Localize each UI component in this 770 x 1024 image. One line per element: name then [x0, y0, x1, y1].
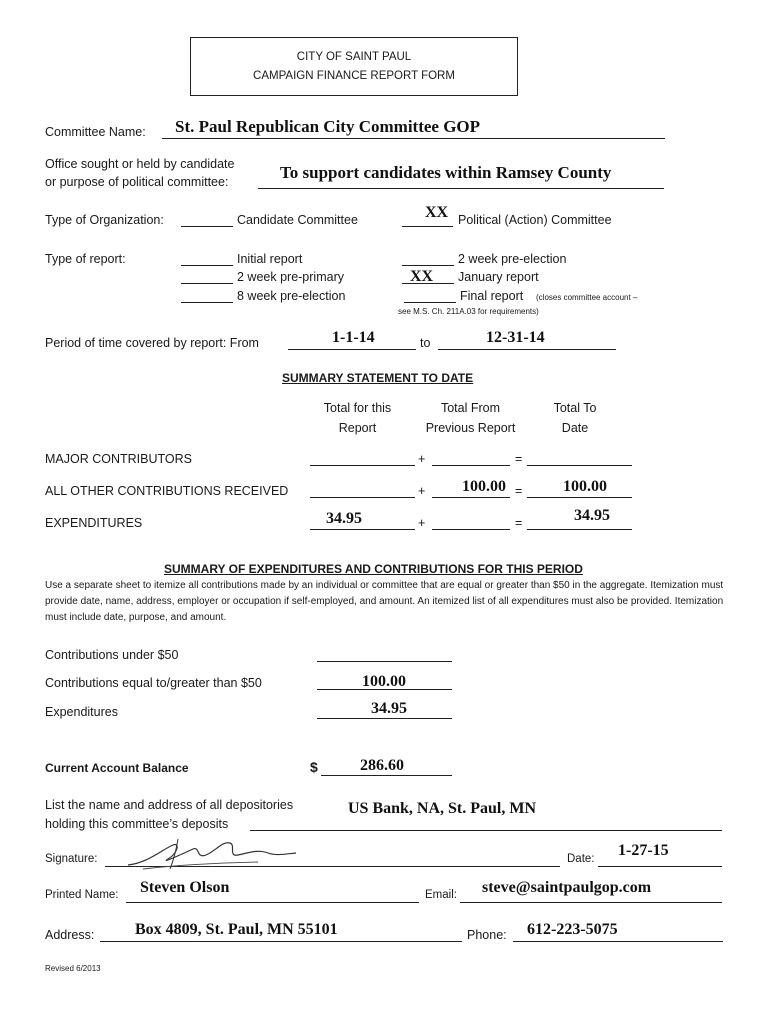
period-to-value[interactable]: 12-31-14: [486, 329, 545, 346]
row-expenditures-previous-line[interactable]: [432, 529, 510, 530]
initial-report-blank[interactable]: [181, 265, 233, 266]
depositories-line: [250, 830, 722, 831]
initial-report-label: Initial report: [237, 252, 303, 266]
printed-name-label: Printed Name:: [45, 889, 119, 901]
contributions-over-value[interactable]: 100.00: [362, 673, 406, 690]
balance-value[interactable]: 286.60: [360, 757, 404, 774]
row-major-total-line[interactable]: [527, 465, 632, 466]
col-report-header1: Total for this: [323, 401, 392, 415]
col-total-header2: Date: [561, 421, 589, 435]
period-to-line: [438, 349, 616, 350]
final-report-label: Final report: [460, 289, 524, 303]
committee-name-line: [162, 138, 665, 139]
form-title-line1: CITY OF SAINT PAUL: [296, 50, 412, 63]
row-major-report-line[interactable]: [310, 465, 415, 466]
date-label: Date:: [567, 853, 595, 865]
report-type-label: Type of report:: [45, 252, 126, 266]
row-other-plus: +: [418, 484, 426, 498]
pre-election-8-label: 8 week pre-election: [237, 289, 346, 303]
revision-note: Revised 6/2013: [45, 964, 101, 973]
depositories-label-line1: List the name and address of all depositories: [45, 798, 294, 812]
candidate-committee-blank[interactable]: [181, 226, 233, 227]
expenditures-line: [317, 718, 452, 719]
col-report-header2: Report: [338, 421, 377, 435]
pre-election-2-blank[interactable]: [402, 265, 454, 266]
row-other-label: ALL OTHER CONTRIBUTIONS RECEIVED: [45, 484, 289, 498]
phone-line: [513, 941, 723, 942]
final-report-note2: see M.S. Ch. 211A.03 for requirements): [398, 307, 539, 316]
january-report-mark[interactable]: XX: [410, 268, 434, 285]
row-other-previous-value[interactable]: 100.00: [462, 478, 506, 495]
row-expenditures-total-line: [527, 529, 632, 530]
january-report-label: January report: [458, 270, 539, 284]
col-previous-header1: Total From: [440, 401, 501, 415]
email-label: Email:: [425, 889, 457, 901]
address-label: Address:: [45, 928, 95, 942]
committee-name-label: Committee Name:: [45, 125, 146, 139]
row-other-equals: =: [515, 484, 523, 498]
political-committee-label: Political (Action) Committee: [458, 213, 612, 227]
phone-value[interactable]: 612-223-5075: [527, 921, 618, 938]
balance-line: [321, 775, 452, 776]
address-line: [100, 941, 462, 942]
signature-scribble-icon: [118, 835, 303, 873]
political-committee-mark[interactable]: XX: [425, 204, 449, 221]
final-report-note1: (closes committee account –: [536, 293, 638, 302]
row-other-report-line[interactable]: [310, 497, 415, 498]
row-major-plus: +: [418, 452, 426, 466]
office-value[interactable]: To support candidates within Ramsey County: [280, 163, 612, 182]
period-to-label: to: [420, 336, 431, 350]
contributions-under-label: Contributions under $50: [45, 648, 179, 662]
organization-label: Type of Organization:: [45, 213, 164, 227]
date-line: [598, 866, 722, 867]
summary-title: SUMMARY STATEMENT TO DATE: [282, 371, 474, 385]
pre-primary-blank[interactable]: [181, 283, 233, 284]
email-value[interactable]: steve@saintpaulgop.com: [482, 879, 652, 896]
balance-currency: $: [310, 759, 318, 775]
date-value[interactable]: 1-27-15: [618, 842, 669, 859]
period-label: Period of time covered by report: From: [45, 336, 259, 350]
expenditures-value[interactable]: 34.95: [371, 700, 407, 717]
row-other-total-value[interactable]: 100.00: [563, 478, 607, 495]
contributions-over-label: Contributions equal to/greater than $50: [45, 676, 262, 690]
period-from-line: [288, 349, 416, 350]
expenditures-label: Expenditures: [45, 705, 118, 719]
row-major-previous-line[interactable]: [432, 465, 510, 466]
pre-election-8-blank[interactable]: [181, 302, 233, 303]
form-title-line2: CAMPAIGN FINANCE REPORT FORM: [253, 69, 455, 82]
row-expenditures-equals: =: [515, 516, 523, 530]
row-expenditures-label: EXPENDITURES: [45, 516, 143, 530]
depositories-label-line2: holding this committee’s deposits: [45, 817, 229, 831]
address-value[interactable]: Box 4809, St. Paul, MN 55101: [135, 921, 338, 938]
printed-name-line: [126, 902, 419, 903]
political-committee-blank[interactable]: [402, 226, 453, 227]
row-major-equals: =: [515, 452, 523, 466]
office-label-line2: or purpose of political committee:: [45, 175, 229, 189]
email-line: [460, 902, 722, 903]
phone-label: Phone:: [467, 928, 507, 942]
signature-label: Signature:: [45, 853, 98, 865]
row-expenditures-report-line: [310, 529, 415, 530]
row-other-total-line: [527, 497, 632, 498]
committee-name-value[interactable]: St. Paul Republican City Committee GOP: [175, 117, 481, 136]
row-expenditures-report-value[interactable]: 34.95: [326, 510, 362, 527]
row-major-label: MAJOR CONTRIBUTORS: [45, 452, 192, 466]
row-expenditures-total-value[interactable]: 34.95: [574, 507, 610, 524]
row-other-previous-line: [432, 497, 510, 498]
form-title-box: [190, 37, 518, 96]
contributions-under-line[interactable]: [317, 661, 452, 662]
printed-name-value[interactable]: Steven Olson: [140, 879, 230, 896]
balance-label: Current Account Balance: [45, 761, 189, 775]
pre-election-2-label: 2 week pre-election: [458, 252, 567, 266]
final-report-blank[interactable]: [404, 302, 456, 303]
depositories-value[interactable]: US Bank, NA, St. Paul, MN: [348, 800, 537, 817]
office-line: [258, 188, 664, 189]
office-label-line1: Office sought or held by candidate: [45, 157, 235, 171]
pre-primary-label: 2 week pre-primary: [237, 270, 344, 284]
row-expenditures-plus: +: [418, 516, 426, 530]
candidate-committee-label: Candidate Committee: [237, 213, 358, 227]
col-previous-header2: Previous Report: [425, 421, 516, 435]
col-total-header1: Total To: [553, 401, 597, 415]
itemization-instructions: Use a separate sheet to itemize all contributions made by an individual or committee that are equal or greater than $50 in the aggregate. Itemization must provide date, name, address, employer or occupation if self-employed, and amount. An itemized list of all expenditures must also be provided. Itemization must include date, purpose, and amount.: [45, 580, 724, 623]
period-from-value[interactable]: 1-1-14: [332, 329, 375, 346]
period-summary-title: SUMMARY OF EXPENDITURES AND CONTRIBUTIONS FOR THIS PERIOD: [164, 562, 583, 576]
